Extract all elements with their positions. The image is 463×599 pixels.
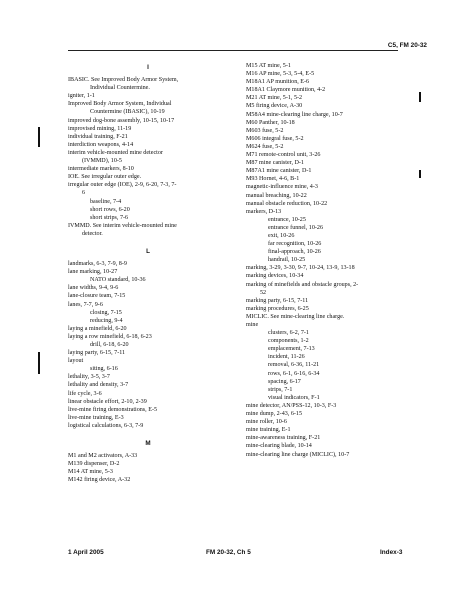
index-subentry: short strips, 7-6 (90, 214, 129, 221)
index-entry: M14 AT mine, 5-3 (68, 469, 113, 476)
footer-page-number: Index-3 (380, 549, 403, 556)
index-entry: marking, 3-29, 3-30, 9-7, 10-24, 13-9, 13-18 (246, 265, 355, 272)
index-entry: improvised mining, 11-19 (68, 125, 132, 132)
index-entry: M21 AT mine, 5-1, 5-2 (246, 95, 303, 102)
index-entry: mine detector, AN/PSS-12, 10-3, F-3 (246, 402, 337, 409)
index-entry: linear obstacle effort, 2-10, 2-39 (68, 398, 147, 405)
index-subentry: short rows, 6-20 (90, 206, 130, 213)
change-bar (38, 352, 40, 374)
index-entry: lane marking, 10-27 (68, 269, 118, 276)
index-entry: mine training, E-1 (246, 427, 291, 434)
index-entry: M87A1 mine canister, D-1 (246, 168, 312, 175)
index-entry: individual training, F-21 (68, 133, 128, 140)
change-bar (419, 92, 421, 102)
index-entry: landmarks, 6-3, 7-9, 8-9 (68, 261, 127, 268)
index-entry: IBASIC. See Improved Body Armor System, (68, 77, 179, 84)
index-entry: layout (68, 358, 84, 365)
index-entry: mine-clearing blade, 10-14 (246, 443, 312, 450)
index-subentry: detector. (82, 230, 103, 237)
index-subentry: 6 (82, 190, 86, 197)
index-entry: M142 firing device, A-32 (68, 477, 131, 484)
footer-manual: FM 20-32, Ch 5 (206, 549, 251, 556)
index-entry: M5 firing device, A-30 (246, 103, 303, 110)
footer-date: 1 April 2005 (68, 549, 104, 556)
index-entry: interdiction weapons, 4-14 (68, 141, 134, 148)
index-entry: marking devices, 10-34 (246, 273, 304, 280)
index-entry: M71 remote-control unit, 3-26 (246, 152, 321, 159)
index-entry: logistical calculations, 6-3, 7-9 (68, 422, 144, 429)
index-subentry: clusters, 6-2, 7-1 (268, 330, 309, 337)
index-section-letter: M (145, 440, 151, 448)
index-entry: IVMMD. See interim vehicle-mounted mine (68, 222, 177, 229)
index-subentry: spacing, 6-17 (268, 378, 301, 385)
index-entry: live-mine firing demonstrations, E-5 (68, 406, 158, 413)
index-entry: mine-clearing line charge (MICLIC), 10-7 (246, 451, 350, 458)
index-entry: M16 AP mine, 5-3, 5-4, E-5 (246, 71, 315, 78)
index-entry: M60 Panther, 10-18 (246, 119, 295, 126)
index-entry: marking procedures, 6-25 (246, 305, 309, 312)
index-entry: M606 integral fuse, 5-2 (246, 135, 304, 142)
index-subentry: strips, 7-1 (268, 386, 293, 393)
index-entry: irregular outer edge (IOE), 2-9, 6-20, 7-3, 7- (68, 182, 177, 189)
index-subentry: exit, 10-26 (268, 232, 295, 239)
index-entry: lethality, 3-5, 3-7 (68, 374, 110, 381)
index-entry: IOE. See irregular outer edge. (68, 174, 142, 181)
index-entry: M139 dispenser, D-2 (68, 461, 120, 468)
index-entry: laying a row minefield, 6-18, 6-23 (68, 333, 152, 340)
index-subentry: rows, 6-1, 6-16, 6-34 (268, 370, 320, 377)
index-entry: magnetic-influence mine, 4-3 (246, 184, 318, 191)
index-subentry: (IVMMD), 10-5 (82, 158, 122, 165)
index-entry: live-mine training, E-3 (68, 414, 124, 421)
index-column-right (246, 62, 406, 459)
index-entry: M624 fuse, 5-2 (246, 143, 284, 150)
index-entry: intermediate markers, 8-10 (68, 166, 134, 173)
page-header-title: C5, FM 20-32 (387, 42, 427, 49)
index-entry: M15 AT mine, 5-1 (246, 63, 291, 69)
index-entry: M18A1 AP munition, E-6 (246, 79, 310, 86)
index-subentry: emplacement, 7-13 (268, 346, 315, 353)
index-subentry: components, 1-2 (268, 338, 309, 345)
index-subentry: Individual Countermine. (90, 85, 150, 92)
section-spacer (68, 238, 228, 246)
index-subentry: removal, 6-36, 11-21 (268, 362, 320, 369)
index-subentry: reducing, 9-4 (90, 317, 123, 324)
change-bar (419, 170, 421, 178)
index-entry: lane widths, 9-4, 9-6 (68, 285, 119, 292)
index-entry: Improved Body Armor System, Individual (68, 101, 172, 108)
index-column-left (68, 62, 228, 485)
index-entry: M58A4 mine-clearing line charge, 10-7 (246, 111, 343, 118)
index-entry: mine (246, 322, 259, 328)
index-entry: M1 and M2 activators, A-33 (68, 453, 138, 460)
index-entry: mine dump, 2-43, 6-15 (246, 411, 303, 418)
index-subentry: baseline, 7-4 (90, 198, 122, 205)
index-subentry: closing, 7-15 (90, 309, 122, 316)
index-entry: markers, D-13 (246, 208, 282, 215)
index-entry: marking of minefields and obstacle groups, 2- (246, 281, 359, 288)
index-subentry: incident, 11-26 (268, 354, 305, 361)
index-entry: MICLIC. See mine-clearing line charge. (246, 313, 345, 320)
index-entry: life cycle, 3-6 (68, 390, 102, 397)
index-entry: marking party, 6-15, 7-11 (246, 297, 309, 304)
section-spacer (68, 430, 228, 438)
index-entry: laying a minefield, 6-20 (68, 325, 127, 332)
index-entry: lane-closure team, 7-15 (68, 293, 126, 300)
index-subentry: visual indicators, F-1 (268, 394, 320, 401)
index-subentry: entrance funnel, 10-26 (268, 224, 323, 231)
index-subentry: entrance, 10-25 (268, 216, 306, 223)
index-subentry: 52 (260, 289, 267, 296)
index-entry: manual obstacle reduction, 10-22 (246, 200, 328, 207)
index-entry: interim vehicle-mounted mine detector (68, 149, 163, 156)
index-entry: M87 mine canister, D-1 (246, 160, 304, 167)
index-entry: improved dog-bone assembly, 10-15, 10-17 (68, 117, 175, 124)
index-entry: manual breaching, 10-22 (246, 192, 307, 199)
index-entry: laying party, 6-15, 7-11 (68, 350, 126, 357)
index-subentry: drill, 6-18, 6-20 (90, 342, 129, 348)
index-entry: M18A1 Claymore munition, 4-2 (246, 87, 326, 94)
index-entry: M603 fuse, 5-2 (246, 127, 284, 134)
index-entry: mine-awareness training, F-21 (246, 435, 321, 442)
index-subentry: siting, 6-16 (90, 366, 118, 373)
index-entry: lanes, 7-7, 9-6 (68, 301, 103, 308)
index-subentry: final-approach, 10-26 (268, 249, 321, 256)
change-bar (38, 127, 40, 147)
index-subentry: far recognition, 10-26 (268, 241, 322, 248)
index-section-letter: I (147, 64, 149, 71)
index-section-letter: L (146, 247, 150, 255)
index-subentry: handrail, 10-25 (268, 257, 306, 264)
index-entry: lethality and density, 3-7 (68, 382, 129, 389)
header-rule (68, 50, 398, 51)
index-entry: igniter, 1-1 (68, 93, 95, 100)
index-entry: M93 Hornet, 4-6, B-1 (246, 176, 300, 183)
index-subentry: NATO standard, 10-36 (90, 277, 146, 284)
index-subentry: Countermine (IBASIC), 10-19 (90, 109, 165, 116)
index-entry: mine roller, 10-6 (246, 419, 287, 426)
